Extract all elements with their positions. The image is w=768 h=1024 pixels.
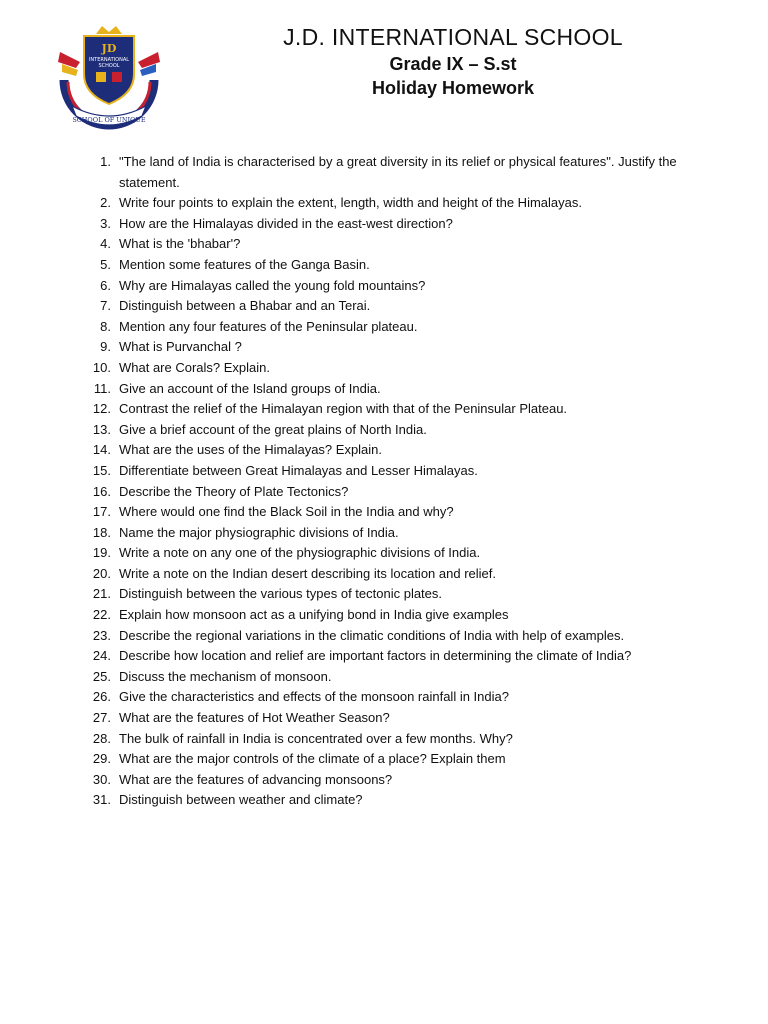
question-item [82,790,722,811]
question-item [82,317,722,338]
question-number: 4. [100,236,111,252]
question-number: 6. [100,277,111,293]
question-number: 22. [92,607,111,623]
question-text: What is the 'bhabar'? [119,236,241,252]
question-item [82,296,722,317]
question-text: What are the uses of the Himalayas? Explain. [119,442,383,458]
question-item [82,234,722,255]
question-item [82,626,722,647]
question-text: Describe how location and relief are important factors in determining the climate of India? [119,648,632,664]
question-text: Name the major physiographic divisions of India. [119,524,399,540]
question-text: Contrast the relief of the Himalayan region with that of the Peninsular Plateau. [119,401,568,417]
question-text: Differentiate between Great Himalayas and Lesser Himalayas. [119,462,478,478]
question-number: 16. [92,483,111,499]
question-item [82,461,722,482]
svg-text:SCHOOL OF UNIQUE: SCHOOL OF UNIQUE [72,116,146,124]
question-item [82,605,722,626]
question-item [82,708,722,729]
question-number: 12. [92,401,111,417]
question-item [82,358,722,379]
question-text: What is Purvanchal ? [119,339,242,355]
question-number: 20. [92,565,111,581]
question-item [82,214,722,235]
question-number: 8. [100,318,111,334]
question-text: Write a note on the Indian desert describing its location and relief. [119,565,496,581]
question-text: Give an account of the Island groups of India. [119,380,381,396]
question-number: 19. [92,545,111,561]
question-text: Discuss the mechanism of monsoon. [119,668,332,684]
question-number: 28. [92,730,111,746]
question-number: 11. [93,380,111,396]
question-item [82,523,722,544]
svg-text:INTERNATIONAL: INTERNATIONAL [88,57,130,63]
question-number: 24. [92,648,111,664]
question-item [82,399,722,420]
question-text: Give the characteristics and effects of the monsoon rainfall in India? [119,689,509,705]
question-item [82,193,722,214]
question-text: Describe the Theory of Plate Tectonics? [119,483,349,499]
question-number: 2. [100,195,111,211]
question-number: 31. [92,792,111,808]
document-title: Holiday Homework [371,78,535,98]
question-number: 25. [92,668,111,684]
question-item [82,379,722,400]
question-text: Describe the regional variations in the climatic conditions of India with help of examples. [119,627,625,643]
question-item [82,420,722,441]
question-text: Write four points to explain the extent, length, width and height of the Himalayas. [119,195,582,211]
question-text: How are the Himalayas divided in the east-west direction? [119,215,453,231]
question-number: 10. [92,359,111,375]
question-number: 27. [92,710,111,726]
question-text: "The land of India is characterised by a great diversity in its relief or physical features". Justify the statement. [119,154,677,190]
question-item [82,337,722,358]
question-text: The bulk of rainfall in India is concentrated over a few months. Why? [119,730,513,746]
question-text: Mention some features of the Ganga Basin. [119,256,370,272]
question-item [82,276,722,297]
question-text: What are the features of Hot Weather Season? [119,710,390,726]
question-list [82,152,722,811]
question-item [82,646,722,667]
question-text: Distinguish between a Bhabar and an Terai. [119,298,371,314]
question-number: 17. [92,504,111,520]
question-number: 15. [92,462,111,478]
question-number: 5. [100,256,111,272]
question-text: Explain how monsoon act as a unifying bond in India give examples [119,607,509,623]
question-item [82,482,722,503]
question-text: What are the features of advancing monsoons? [119,771,393,787]
question-number: 21. [92,586,111,602]
question-text: Distinguish between weather and climate? [119,792,363,808]
question-item [82,152,722,193]
question-item [82,564,722,585]
question-number: 23. [92,627,111,643]
school-name: J.D. INTERNATIONAL SCHOOL [283,24,623,50]
question-item [82,729,722,750]
svg-text:SCHOOL: SCHOOL [98,63,120,69]
question-number: 13. [92,421,111,437]
school-crest-icon [50,22,168,132]
question-number: 7. [100,298,111,314]
school-logo [50,22,168,132]
question-item [82,543,722,564]
question-text: Write a note on any one of the physiographic divisions of India. [119,545,481,561]
question-number: 26. [92,689,111,705]
question-item [82,770,722,791]
question-number: 14. [92,442,111,458]
question-item [82,255,722,276]
question-number: 9. [100,339,111,355]
question-item [82,749,722,770]
question-item [82,584,722,605]
question-text: What are Corals? Explain. [119,359,271,375]
question-text: What are the major controls of the climate of a place? Explain them [119,751,506,767]
question-number: 3. [100,215,111,231]
question-number: 29. [92,751,111,767]
question-text: Where would one find the Black Soil in the India and why? [119,504,454,520]
question-number: 30. [92,771,111,787]
question-text: Why are Himalayas called the young fold mountains? [119,277,426,293]
document-header [248,22,658,100]
question-item [82,502,722,523]
question-number: 18. [92,524,111,540]
question-item [82,667,722,688]
question-number: 1. [100,154,111,169]
question-item [82,440,722,461]
question-text: Give a brief account of the great plains of North India. [119,421,427,437]
grade-subject: Grade IX – S.st [389,54,517,74]
svg-text:JD: JD [101,42,117,55]
question-item [82,687,722,708]
question-text: Distinguish between the various types of tectonic plates. [119,586,443,602]
question-text: Mention any four features of the Peninsular plateau. [119,318,418,334]
